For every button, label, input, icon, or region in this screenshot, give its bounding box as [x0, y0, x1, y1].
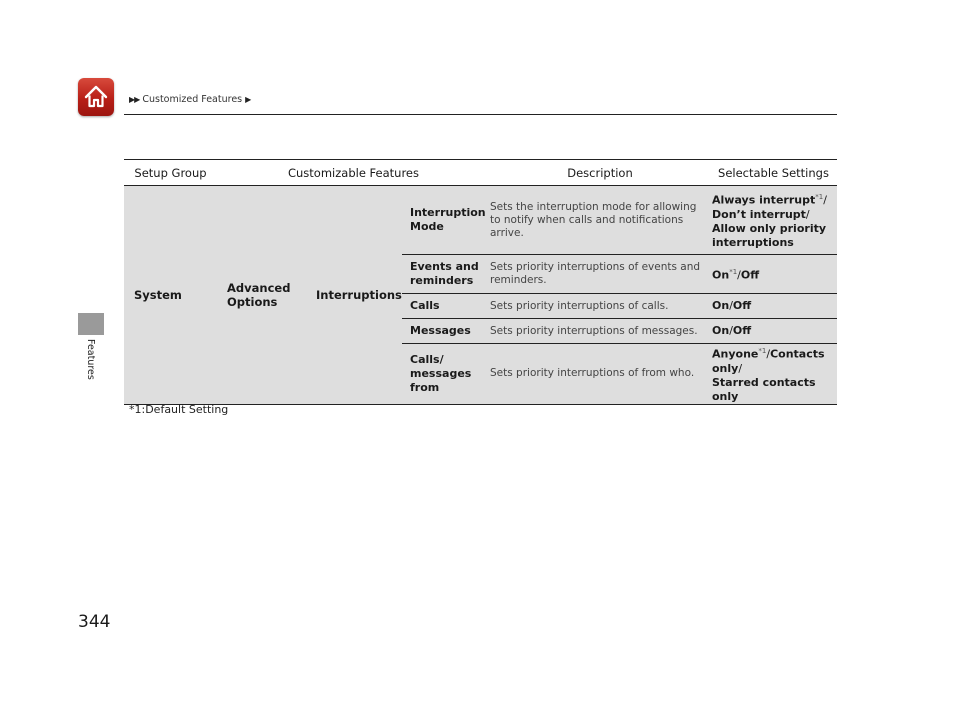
- section-tab[interactable]: [78, 313, 104, 335]
- header-selectable-settings: Selectable Settings: [710, 160, 837, 186]
- breadcrumb: [129, 94, 250, 105]
- subgroup-cell: Advanced Options: [217, 186, 308, 405]
- setup-group-cell: System: [124, 186, 217, 405]
- feature-cell: Messages: [402, 319, 490, 344]
- header-rule: [124, 114, 837, 115]
- settings-cell: On/Off: [710, 319, 837, 344]
- description-cell: Sets priority interruptions of messages.: [490, 319, 710, 344]
- table-header-row: [124, 160, 837, 186]
- page-number: 344: [78, 612, 111, 632]
- description-cell: Sets the interruption mode for allowing to notify when calls and notifications arrive.: [490, 186, 710, 255]
- breadcrumb-arrow-icon: ▶▶: [129, 95, 140, 104]
- section-label: Features: [85, 339, 96, 380]
- home-button[interactable]: [78, 78, 114, 116]
- breadcrumb-link[interactable]: Customized Features: [142, 94, 243, 105]
- footnote: *1:Default Setting: [129, 403, 229, 416]
- table-row: [124, 186, 837, 255]
- category-cell: Interruptions: [308, 186, 402, 405]
- feature-cell: Interruption Mode: [402, 186, 490, 255]
- header-customizable-features: Customizable Features: [217, 160, 490, 186]
- breadcrumb-arrow-icon: ▶: [245, 95, 251, 104]
- description-cell: Sets priority interruptions of from who.: [490, 344, 710, 405]
- header-description: Description: [490, 160, 710, 186]
- settings-cell: On/Off: [710, 294, 837, 319]
- feature-cell: Events and reminders: [402, 255, 490, 294]
- feature-cell: Calls/ messages from: [402, 344, 490, 405]
- header-setup-group: Setup Group: [124, 160, 217, 186]
- feature-cell: Calls: [402, 294, 490, 319]
- settings-cell: Anyone$^{*1}$/Contacts only/ Starred contacts only: [710, 344, 837, 405]
- settings-cell: On$^{*1}$/Off: [710, 255, 837, 294]
- description-cell: Sets priority interruptions of calls.: [490, 294, 710, 319]
- settings-cell: Always interrupt$^{*1}$/ Don’t interrupt/ Allow only priority interruptions: [710, 186, 837, 255]
- description-cell: Sets priority interruptions of events and reminders.: [490, 255, 710, 294]
- home-icon: [82, 83, 110, 111]
- settings-table: [124, 159, 837, 405]
